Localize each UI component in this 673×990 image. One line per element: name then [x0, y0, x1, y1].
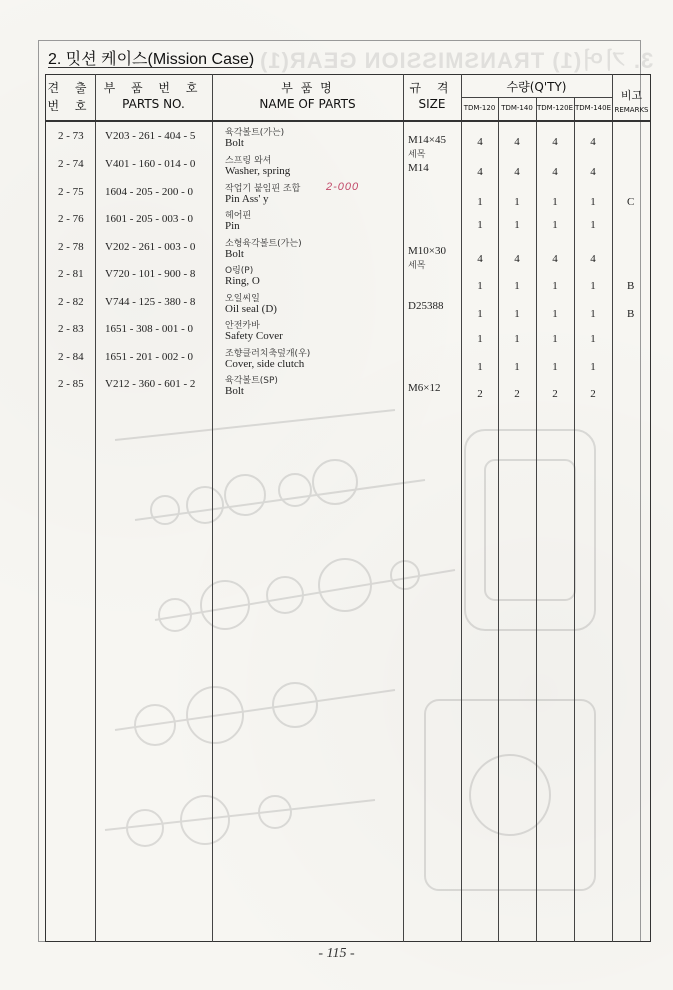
col-divider [403, 74, 404, 942]
header-remarks-en: REMARKS [614, 106, 649, 114]
qty-2: 4 [514, 166, 520, 178]
qty-1: 1 [477, 361, 483, 373]
qty-3: 4 [552, 136, 558, 148]
header-model-4: TDM-140E [574, 104, 611, 112]
qty-4: 1 [590, 196, 596, 208]
qty-3: 1 [552, 361, 558, 373]
col-divider [95, 74, 96, 942]
header-model-3: TDM-120E [536, 104, 573, 112]
part-name-en: Bolt [225, 385, 244, 397]
header-item-no-ko: 견 출 [47, 81, 93, 95]
qty-4: 4 [590, 253, 596, 265]
header-item-no-ko-2: 번 호 [47, 99, 93, 113]
item-number: 2 - 82 [58, 296, 84, 308]
handwritten-annotation: 2-000 [326, 181, 360, 193]
qty-2: 4 [514, 253, 520, 265]
part-number: V212 - 360 - 601 - 2 [105, 378, 196, 390]
qty-2: 1 [514, 308, 520, 320]
item-number: 2 - 81 [58, 268, 84, 280]
part-number: V720 - 101 - 900 - 8 [105, 268, 196, 280]
size-spec: M10×30 [408, 245, 446, 257]
header-qty: 수량(Q'TY) [506, 80, 567, 94]
qty-4: 1 [590, 219, 596, 231]
size-spec: M6×12 [408, 382, 441, 394]
part-name-ko: 육각볼트(SP) [225, 376, 278, 386]
col-divider [212, 74, 213, 942]
qty-2: 1 [514, 219, 520, 231]
part-number: V401 - 160 - 014 - 0 [105, 158, 196, 170]
qty-1: 1 [477, 308, 483, 320]
part-name-en: Bolt [225, 137, 244, 149]
part-number: V202 - 261 - 003 - 0 [105, 241, 196, 253]
header-name-en: NAME OF PARTS [259, 97, 356, 111]
item-number: 2 - 73 [58, 130, 84, 142]
page-number: - 115 - [318, 946, 355, 961]
qty-header-divider [461, 97, 612, 98]
part-name-ko: 스프링 와셔 [225, 156, 272, 166]
qty-3: 4 [552, 166, 558, 178]
header-parts-no-ko: 부 품 번 호 [103, 81, 204, 95]
header-remarks-ko: 비고 [620, 89, 643, 102]
size-spec: D25388 [408, 300, 444, 312]
qty-2: 2 [514, 388, 520, 400]
qty-3: 1 [552, 219, 558, 231]
part-number: 1604 - 205 - 200 - 0 [105, 186, 193, 198]
qty-col-divider [498, 97, 499, 942]
part-name-en: Washer, spring [225, 165, 291, 177]
part-number: 1651 - 308 - 001 - 0 [105, 323, 193, 335]
item-number: 2 - 74 [58, 158, 84, 170]
part-name-ko: 오일씨일 [225, 294, 260, 304]
header-name-ko: 부 품 명 [281, 81, 334, 95]
part-name-en: Pin [225, 220, 240, 232]
qty-2: 1 [514, 333, 520, 345]
qty-1: 4 [477, 253, 483, 265]
part-name-en: Oil seal (D) [225, 303, 277, 315]
header-parts-no-en: PARTS NO. [122, 97, 185, 111]
qty-4: 4 [590, 136, 596, 148]
header-size-ko: 규 격 [409, 81, 455, 95]
part-name-ko: 육각볼트(가는) [225, 128, 285, 138]
qty-2: 1 [514, 361, 520, 373]
part-name-en: Cover, side clutch [225, 358, 305, 370]
qty-col-divider [574, 97, 575, 942]
bleed-through-text: 3. 기어(1) TRANSMISSION GEAR(1) [258, 48, 653, 73]
qty-2: 4 [514, 136, 520, 148]
qty-1: 2 [477, 388, 483, 400]
item-number: 2 - 84 [58, 351, 84, 363]
item-number: 2 - 78 [58, 241, 84, 253]
size-spec: M14 [408, 162, 429, 174]
item-number: 2 - 85 [58, 378, 84, 390]
col-divider [612, 74, 613, 942]
part-name-en: Bolt [225, 248, 244, 260]
qty-1: 1 [477, 280, 483, 292]
qty-1: 4 [477, 166, 483, 178]
qty-3: 1 [552, 333, 558, 345]
part-number: 1601 - 205 - 003 - 0 [105, 213, 193, 225]
header-size-en: SIZE [418, 97, 446, 111]
qty-3: 1 [552, 280, 558, 292]
header-model-2: TDM-140 [501, 104, 533, 112]
qty-3: 1 [552, 308, 558, 320]
part-name-ko: O링(P) [225, 266, 254, 276]
part-name-ko: 안전카바 [225, 321, 260, 331]
qty-col-divider [536, 97, 537, 942]
item-number: 2 - 83 [58, 323, 84, 335]
part-name-ko: 조향클러치축덮개(우) [225, 349, 311, 359]
part-name-ko: 소형육각볼트(가는) [225, 239, 302, 249]
title-underline [48, 67, 252, 68]
size-spec-sub: 세목 [408, 150, 426, 160]
col-divider [461, 74, 462, 942]
qty-4: 4 [590, 166, 596, 178]
qty-1: 1 [477, 196, 483, 208]
part-name-en: Safety Cover [225, 330, 283, 342]
qty-4: 1 [590, 308, 596, 320]
qty-3: 2 [552, 388, 558, 400]
remarks: B [627, 308, 635, 320]
remarks: B [627, 280, 635, 292]
size-spec-sub: 세목 [408, 261, 426, 271]
part-number: V203 - 261 - 404 - 5 [105, 130, 196, 142]
qty-1: 1 [477, 219, 483, 231]
qty-2: 1 [514, 196, 520, 208]
qty-3: 1 [552, 196, 558, 208]
part-name-en: Ring, O [225, 275, 260, 287]
qty-4: 1 [590, 361, 596, 373]
item-number: 2 - 75 [58, 186, 84, 198]
qty-4: 1 [590, 280, 596, 292]
part-name-ko: 헤어핀 [225, 211, 252, 221]
qty-2: 1 [514, 280, 520, 292]
size-spec: M14×45 [408, 134, 446, 146]
section-title: 2. 밋션 케이스(Mission Case) [48, 51, 255, 68]
item-number: 2 - 76 [58, 213, 84, 225]
remarks: C [627, 196, 635, 208]
part-number: 1651 - 201 - 002 - 0 [105, 351, 193, 363]
header-model-1: TDM-120 [463, 104, 496, 112]
qty-4: 1 [590, 333, 596, 345]
part-number: V744 - 125 - 380 - 8 [105, 296, 196, 308]
header-bottom-rule [45, 120, 651, 122]
qty-4: 2 [590, 388, 596, 400]
qty-1: 4 [477, 136, 483, 148]
part-name-ko: 작업기 붙임핀 조합 [225, 184, 301, 194]
qty-3: 4 [552, 253, 558, 265]
part-name-en: Pin Ass' y [225, 193, 269, 205]
qty-1: 1 [477, 333, 483, 345]
